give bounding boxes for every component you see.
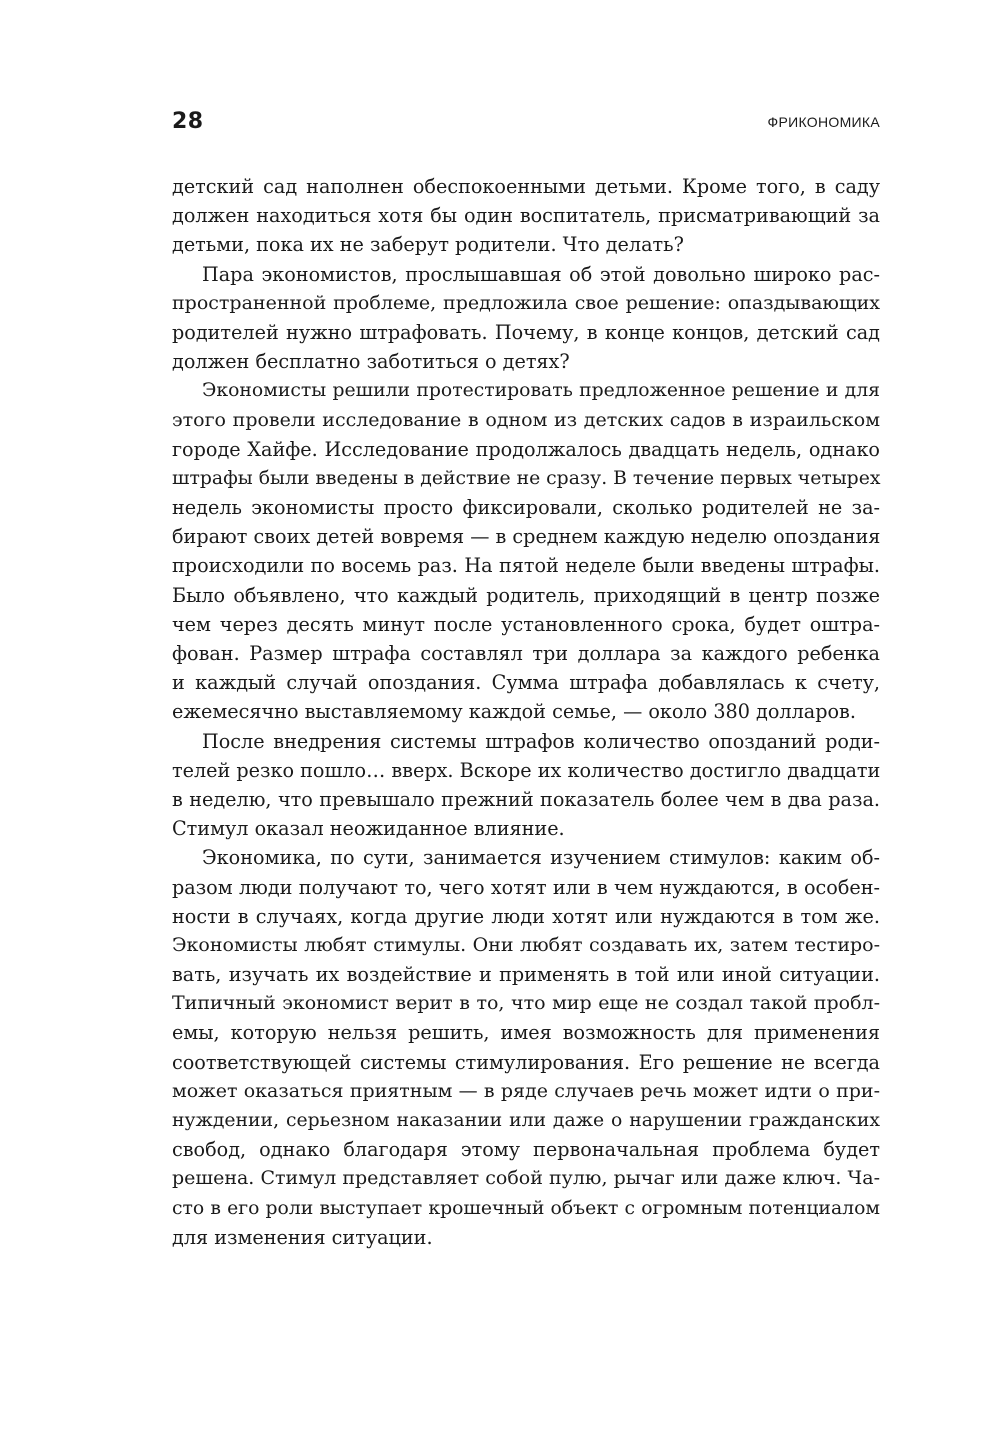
text-line: Экономика, по сути, занимается изучением стимулов: каким об- (202, 846, 880, 870)
paragraph (172, 376, 880, 726)
running-header-book-title: ФРИКОНОМИКА (767, 114, 880, 130)
text-line: ежемесячно выставляемому каждой семье, — около 380 долларов. (172, 700, 856, 724)
text-line: вать, изучать их воздействие и применять в той или иной ситуации. (172, 963, 880, 987)
paragraph (172, 172, 880, 260)
text-line: свобод, однако благодаря этому первоначальная проблема будет (172, 1138, 880, 1162)
text-line: решена. Стимул представляет собой пулю, рычаг или даже ключ. Ча- (172, 1167, 880, 1190)
text-line: и каждый случай опоздания. Сумма штрафа добавлялась к счету, (172, 671, 880, 695)
page-number: 28 (172, 109, 204, 134)
paragraph (172, 727, 880, 844)
text-line: недель экономисты просто фиксировали, сколько родителей не за- (172, 496, 880, 520)
text-line: должен бесплатно заботиться о детях? (172, 350, 570, 374)
text-line: Было объявлено, что каждый родитель, приходящий в центр позже (172, 583, 880, 607)
text-line: соответствующей системы стимулирования. Его решение не всегда (172, 1050, 880, 1074)
text-line: может оказаться приятным — в ряде случаев речь может идти о при- (172, 1079, 880, 1102)
text-line: фован. Размер штрафа составлял три доллара за каждого ребенка (172, 642, 880, 665)
text-line: ности в случаях, когда другие люди хотят или нуждаются в том же. (172, 904, 880, 928)
paragraph (172, 843, 880, 1252)
text-line: для изменения ситуации. (172, 1225, 433, 1249)
text-line: Типичный экономист верит в то, что мир еще не создал такой пробл- (172, 992, 880, 1015)
text-line: Стимул оказал неожиданное влияние. (172, 817, 565, 841)
text-line: штрафы были введены в действие не сразу. В течение первых четырех (172, 467, 881, 489)
text-line: должен находиться хотя бы один воспитатель, присматривающий за (172, 204, 880, 228)
paragraph (172, 260, 880, 377)
text-line: детьми, пока их не заберут родители. Что делать? (172, 233, 684, 257)
text-line: телей резко пошло… вверх. Вскоре их количество достигло двадцати (172, 758, 881, 782)
text-line: происходили по восемь раз. На пятой неделе были введены штрафы. (172, 554, 880, 578)
text-line: в неделю, что превышало прежний показатель более чем в два раза. (172, 787, 880, 811)
text-line: этого провели исследование в одном из детских садов в израильском (172, 408, 880, 431)
text-line: Пара экономистов, прослышавшая об этой довольно широко рас- (202, 262, 880, 286)
text-line: чем через десять минут после установленного срока, будет оштра- (172, 612, 880, 636)
text-line: емы, которую нельзя решить, имея возможность для применения (172, 1021, 880, 1045)
text-line: После внедрения системы штрафов количество опозданий роди- (202, 729, 880, 753)
text-line: сто в его роли выступает крошечный объект с огромным потенциалом (172, 1197, 880, 1219)
text-line: бирают своих детей вовремя — в среднем каждую неделю опоздания (172, 525, 881, 549)
text-line: детский сад наполнен обеспокоенными детьми. Кроме того, в саду (172, 175, 880, 198)
text-line: разом люди получают то, чего хотят или в чем нуждаются, в особен- (172, 875, 880, 899)
body-text (172, 172, 880, 1252)
text-line: пространенной проблеме, предложила свое решение: опаздывающих (172, 291, 880, 314)
text-line: Экономисты любят стимулы. Они любят создавать их, затем тестиро- (172, 933, 880, 956)
text-line: городе Хайфе. Исследование продолжалось двадцать недель, однако (172, 437, 880, 461)
text-line: нуждении, серьезном наказании или даже о нарушении гражданских (172, 1110, 880, 1131)
text-line: родителей нужно штрафовать. Почему, в конце концов, детский сад (172, 320, 880, 344)
text-line: Экономисты решили протестировать предложенное решение и для (202, 380, 880, 402)
